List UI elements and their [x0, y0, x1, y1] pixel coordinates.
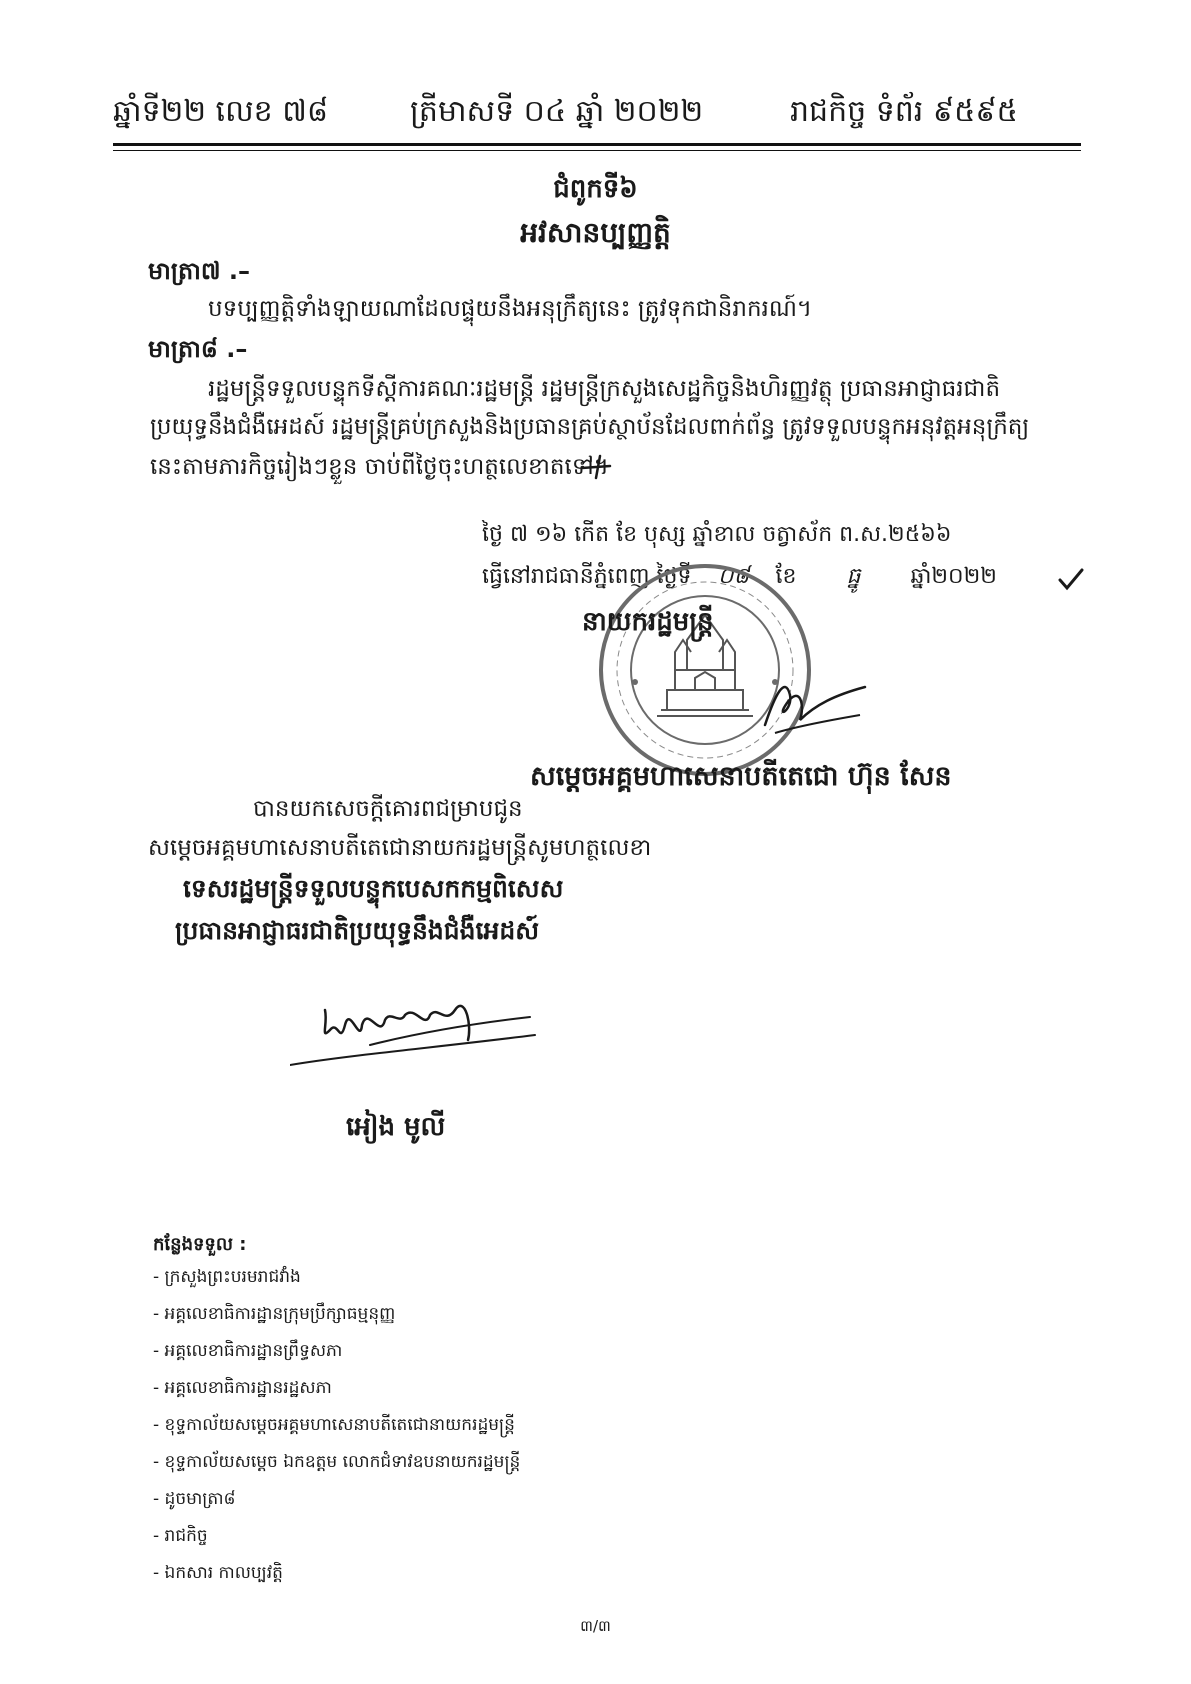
- date-year: ឆ្នាំ២០២២: [910, 564, 997, 589]
- submission-line-1: បានយកសេចក្តីគោរពជម្រាបជូន: [253, 796, 523, 822]
- article-8-line-1: រដ្ឋមន្ត្រីទទួលបន្ទុកទីស្តីការគណៈរដ្ឋមន្ត្រី រដ្ឋមន្ត្រីក្រសួងសេដ្ឋកិច្ចនិងហិរញ្ញវត្ថុ ប្រធានអាជ្ញាធរជាតិ: [208, 376, 1001, 402]
- date-place: ធ្វើនៅរាជធានីភ្នំពេញ ថ្ងៃទី: [482, 564, 692, 589]
- date-day: ០៨: [717, 564, 750, 589]
- list-item: - ខុទ្ទកាល័យសម្តេចអគ្គមហាសេនាបតីតេជោនាយករដ្ឋមន្ត្រី: [153, 1415, 515, 1435]
- signatory-name: សម្តេចអគ្គមហាសេនាបតីតេជោ ហ៊ុន សែន: [530, 761, 952, 792]
- list-item: - អគ្គលេខាធិការដ្ឋានព្រឹទ្ធសភា: [153, 1341, 343, 1361]
- submission-line-2: សម្តេចអគ្គមហាសេនាបតីតេជោនាយករដ្ឋមន្ត្រីសូមហត្ថលេខា: [148, 835, 652, 861]
- minister-title-1: ទេសរដ្ឋមន្ត្រីទទួលបន្ទុកបេសកកម្មពិសេស: [183, 874, 564, 903]
- date-month: ធ្នូ: [846, 564, 861, 589]
- article-8-label: មាត្រា៨ .–: [148, 335, 248, 363]
- minister-title-2: ប្រធានអាជ្ញាធរជាតិប្រយុទ្ធនឹងជំងឺអេដស៍: [175, 916, 540, 945]
- signatory-title: នាយករដ្ឋមន្ត្រី: [582, 607, 714, 637]
- article-8-line-3: នេះតាមភារកិច្ចរៀងៗខ្លួន ចាប់ពីថ្ងៃចុះហត្ថលេខាតទៅ។: [150, 454, 609, 480]
- list-item: - រាជកិច្ច: [153, 1526, 208, 1546]
- list-item: - ដូចមាត្រា៨: [153, 1489, 236, 1509]
- recipients-label: កន្លែងទទួល :: [153, 1234, 247, 1255]
- list-item: - អគ្គលេខាធិការដ្ឋានក្រុមប្រឹក្សាធម្មនុញ្ញ: [153, 1304, 396, 1324]
- recipients-list: [153, 1262, 520, 1595]
- lunar-date: ថ្ងៃ ៧ ១៦ កើត ខែ បុស្ស ឆ្នាំខាល ចត្វាស័ក ព.ស.២៥៦៦: [482, 522, 952, 547]
- header-divider: [113, 143, 1081, 146]
- check-mark-icon: [1057, 566, 1085, 592]
- pm-signature-icon: [745, 665, 875, 740]
- article-8-line-2: ប្រយុទ្ធនឹងជំងឺអេដស៍ រដ្ឋមន្ត្រីគ្រប់ក្រសួងនិងប្រធានគ្រប់ស្ថាប័នដែលពាក់ព័ន្ធ ត្រូវទទួលបន្ទុកអនុវត្តអនុក្រឹត្យ: [150, 414, 1030, 440]
- list-item: - ខុទ្ទកាល័យសម្តេច ឯកឧត្តម លោកជំទាវឧបនាយករដ្ឋមន្ត្រី: [153, 1452, 521, 1472]
- minister-name: អៀង មូលី: [346, 1112, 446, 1142]
- chapter-number: ជំពូកទី៦: [553, 174, 638, 204]
- list-item: - អគ្គលេខាធិការដ្ឋានរដ្ឋសភា: [153, 1378, 332, 1398]
- list-item: - ក្រសួងព្រះបរមរាជវាំង: [153, 1267, 301, 1287]
- article-7-label: មាត្រា៧ .–: [148, 257, 251, 285]
- date-month-label: ខែ: [775, 564, 797, 589]
- header-divider-thin: [113, 150, 1081, 151]
- header-page: រាជកិច្ច ទំព័រ ៩៥៩៥: [790, 94, 1018, 129]
- list-item: - ឯកសារ កាលប្បវត្តិ: [153, 1563, 283, 1583]
- header-issue: ឆ្នាំទី២២ លេខ ៧៨: [113, 94, 329, 129]
- end-mark-icon: [578, 452, 618, 482]
- article-7-text: បទប្បញ្ញត្តិទាំងឡាយណាដែលផ្ទុយនឹងអនុក្រឹត្យនេះ ត្រូវទុកជានិរាករណ៍។: [208, 296, 813, 322]
- header-quarter: ត្រីមាសទី ០៤ ឆ្នាំ ២០២២: [410, 94, 704, 129]
- chapter-title: អវសានប្បញ្ញត្តិ: [520, 216, 671, 249]
- minister-signature-icon: [290, 985, 540, 1090]
- page-number: ៣/៣: [580, 1617, 611, 1635]
